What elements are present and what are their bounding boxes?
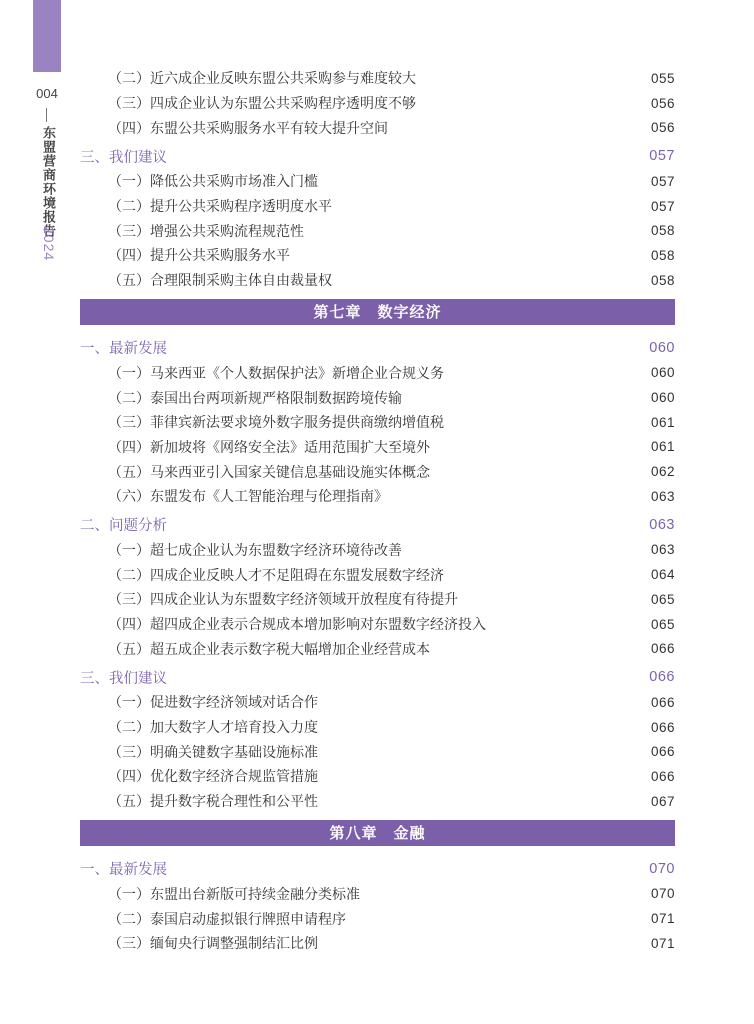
toc-section-heading[interactable]: 三、我们建议 066 [80, 669, 675, 687]
table-of-contents [80, 66, 675, 956]
toc-entry[interactable]: （三）菲律宾新法要求境外数字服务提供商缴纳增值税 061 [108, 414, 675, 432]
toc-entry[interactable]: （五）超五成企业表示数字税大幅增加企业经营成本 066 [108, 641, 675, 658]
toc-entry[interactable]: （四）新加坡将《网络安全法》适用范围扩大至境外 061 [108, 439, 675, 456]
chapter-banner-7[interactable]: 第七章 数字经济 [80, 299, 675, 325]
toc-entry[interactable]: （三）缅甸央行调整强制结汇比例 071 [108, 935, 675, 953]
toc-entry[interactable]: （五）提升数字税合理性和公平性 067 [108, 793, 675, 811]
toc-entry[interactable]: （五）马来西亚引入国家关键信息基础设施实体概念 062 [108, 464, 675, 481]
side-color-tab [33, 0, 61, 72]
toc-entry[interactable]: （一）促进数字经济领域对话合作 066 [108, 694, 675, 712]
toc-entry[interactable]: （五）合理限制采购主体自由裁量权 058 [108, 272, 675, 290]
toc-section-heading[interactable]: 一、最新发展 060 [80, 339, 675, 357]
toc-entry[interactable]: （三）四成企业认为东盟数字经济领域开放程度有待提升 065 [108, 591, 675, 609]
toc-entry[interactable]: （三）明确关键数字基础设施标准 066 [108, 744, 675, 761]
toc-entry[interactable]: （四）提升公共采购服务水平 058 [108, 247, 675, 265]
toc-section-heading[interactable]: 二、问题分析 063 [80, 516, 675, 535]
chapter-banner-8[interactable]: 第八章 金融 [80, 820, 675, 846]
sidebar-divider [46, 108, 47, 122]
toc-section-heading[interactable]: 一、最新发展 070 [80, 860, 675, 878]
toc-entry[interactable]: （二）提升公共采购程序透明度水平 057 [108, 198, 675, 216]
toc-entry[interactable]: （四）东盟公共采购服务水平有较大提升空间 056 [108, 120, 675, 137]
toc-entry[interactable]: （三）增强公共采购流程规范性 058 [108, 223, 675, 240]
toc-entry[interactable]: （一）马来西亚《个人数据保护法》新增企业合规义务 060 [108, 365, 675, 382]
toc-entry[interactable]: （二）泰国启动虚拟银行牌照申请程序 071 [108, 911, 675, 928]
toc-entry[interactable]: （二）近六成企业反映东盟公共采购参与难度较大 055 [108, 70, 675, 88]
book-year: 2024 [41, 226, 57, 262]
toc-section-heading[interactable]: 三、我们建议 057 [80, 148, 675, 166]
toc-entry[interactable]: （四）超四成企业表示合规成本增加影响对东盟数字经济投入 065 [108, 616, 675, 634]
toc-entry[interactable]: （三）四成企业认为东盟公共采购程序透明度不够 056 [108, 95, 675, 113]
toc-entry[interactable]: （一）东盟出台新版可持续金融分类标准 070 [108, 886, 675, 903]
toc-entry[interactable]: （四）优化数字经济合规监管措施 066 [108, 768, 675, 786]
book-title: 东盟营商环境报告 [40, 126, 55, 238]
page-number: 004 [36, 86, 58, 101]
toc-entry[interactable]: （二）四成企业反映人才不足阻碍在东盟发展数字经济 064 [108, 567, 675, 584]
toc-entry[interactable]: （一）超七成企业认为东盟数字经济环境待改善 063 [108, 542, 675, 559]
toc-entry[interactable]: （六）东盟发布《人工智能治理与伦理指南》 063 [108, 488, 675, 506]
toc-entry[interactable]: （二）加大数字人才培育投入力度 066 [108, 719, 675, 737]
toc-entry[interactable]: （一）降低公共采购市场准入门槛 057 [108, 173, 675, 191]
toc-entry[interactable]: （二）泰国出台两项新规严格限制数据跨境传输 060 [108, 390, 675, 407]
